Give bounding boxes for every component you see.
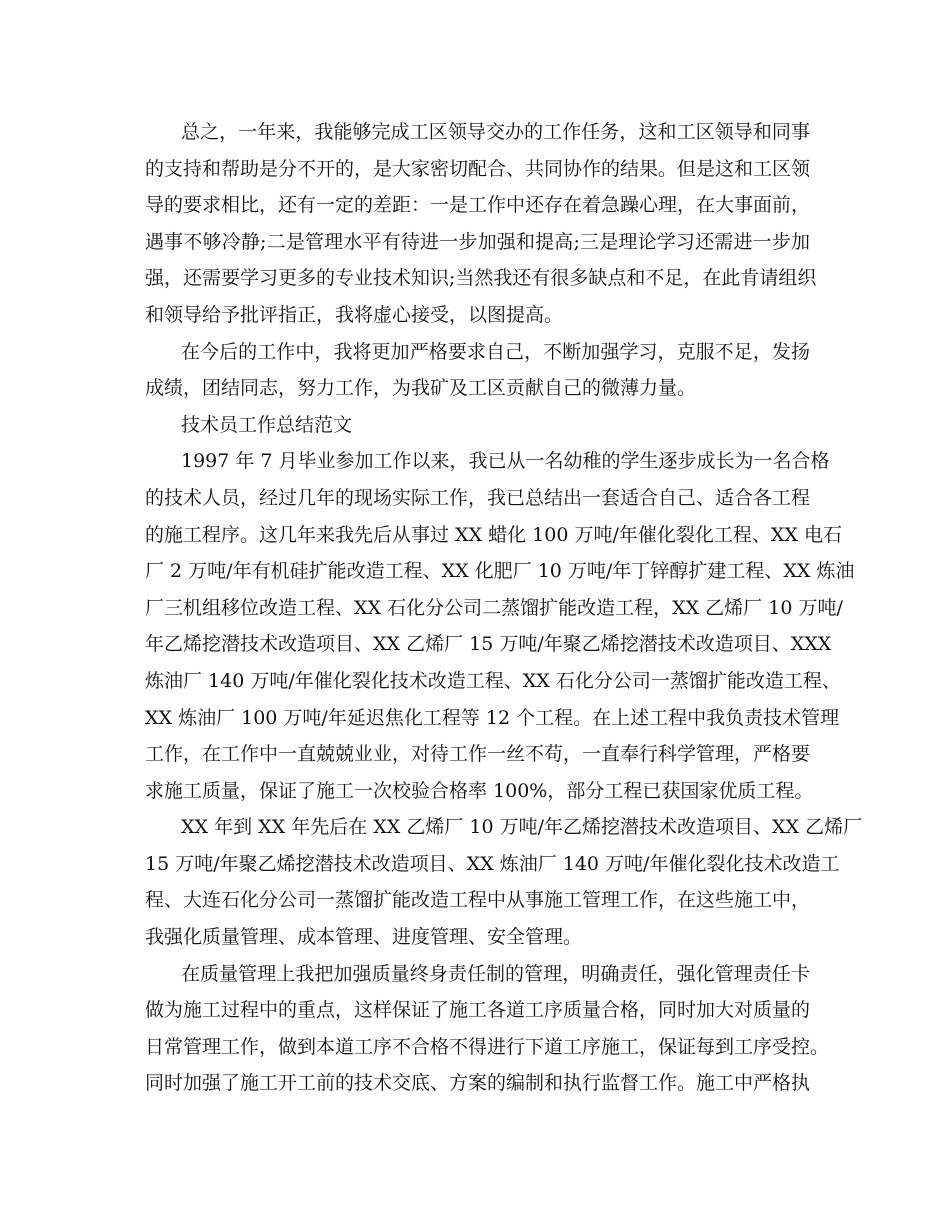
text-line: 日常管理工作，做到本道工序不合格不得进行下道工序施工，保证每到工序受控。 [145,1035,830,1058]
paragraph [145,809,863,955]
text-line: 做为施工过程中的重点，这样保证了施工各道工序质量合格，同时加大对质量的 [145,999,811,1022]
text-line: 求施工质量，保证了施工一次校验合格率 100%，部分工程已获国家优质工程。 [145,779,814,802]
text-line: 工作，在工作中一直兢兢业业，对待工作一丝不苟，一直奉行科学管理，严格要 [145,743,811,766]
text-line: 15 万吨/年聚乙烯挖潜技术改造项目、XX 炼油厂 140 万吨/年催化裂化技术改造工 [145,852,840,875]
text-line: 我强化质量管理、成本管理、进度管理、安全管理。 [145,926,583,949]
paragraph [145,114,817,334]
text-line: 炼油厂 140 万吨/年催化裂化技术改造工程、XX 石化分公司一蒸馏扩能改造工程、 [145,669,841,692]
text-line: 程、大连石化分公司一蒸馏扩能改造工程中从事施工管理工作，在这些施工中， [145,889,811,912]
text-line: 在今后的工作中，我将更加严格要求自己，不断加强学习，克服不足，发扬 [181,340,810,363]
text-line: 的技术人员，经过几年的现场实际工作，我已总结出一套适合自己、适合各工程 [145,486,811,509]
text-line: 年乙烯挖潜技术改造项目、XX 乙烯厂 15 万吨/年聚乙烯挖潜技术改造项目、XXX [145,633,832,656]
text-line: XX 炼油厂 100 万吨/年延迟焦化工程等 12 个工程。在上述工程中我负责技术管理 [145,706,840,729]
text-line: 和领导给予批评指正，我将虚心接受，以图提高。 [145,303,564,326]
paragraph [145,443,855,809]
text-line: 厂三机组移位改造工程、XX 石化分公司二蒸馏扩能改造工程，XX 乙烯厂 10 万吨/ [145,596,843,619]
text-line: XX 年到 XX 年先后在 XX 乙烯厂 10 万吨/年乙烯挖潜技术改造项目、XX 乙烯厂 [181,816,863,839]
text-line: 的支持和帮助是分不开的，是大家密切配合、共同协作的结果。但是这和工区领 [145,157,811,180]
text-line: 在质量管理上我把加强质量终身责任制的管理，明确责任，强化管理责任卡 [181,962,810,985]
paragraph [145,334,810,407]
paragraph [145,407,810,444]
text-line: 强，还需要学习更多的专业技术知识;当然我还有很多缺点和不足，在此肯请组织 [145,267,817,290]
paragraph [145,956,830,1102]
text-line: 导的要求相比，还有一定的差距：一是工作中还存在着急躁心理，在大事面前， [145,194,811,217]
text-line: 技术员工作总结范文 [181,413,353,436]
text-line: 总之，一年来，我能够完成工区领导交办的工作任务，这和工区领导和同事 [181,121,810,143]
text-line: 遇事不够冷静;二是管理水平有待进一步加强和提高;三是理论学习还需进一步加 [145,230,810,253]
text-line: 同时加强了施工开工前的技术交底、方案的编制和执行监督工作。施工中严格执 [145,1072,811,1095]
text-line: 厂 2 万吨/年有机硅扩能改造工程、XX 化肥厂 10 万吨/年丁锌醇扩建工程、XX 炼油 [145,560,855,583]
text-line: 1997 年 7 月毕业参加工作以来，我已从一名幼稚的学生逐步成长为一名合格 [181,450,830,473]
document-body [145,114,863,1102]
text-line: 的施工程序。这几年来我先后从事过 XX 蜡化 100 万吨/年催化裂化工程、XX 电石 [145,523,842,546]
text-line: 成绩，团结同志，努力工作，为我矿及工区贡献自己的微薄力量。 [145,377,697,400]
